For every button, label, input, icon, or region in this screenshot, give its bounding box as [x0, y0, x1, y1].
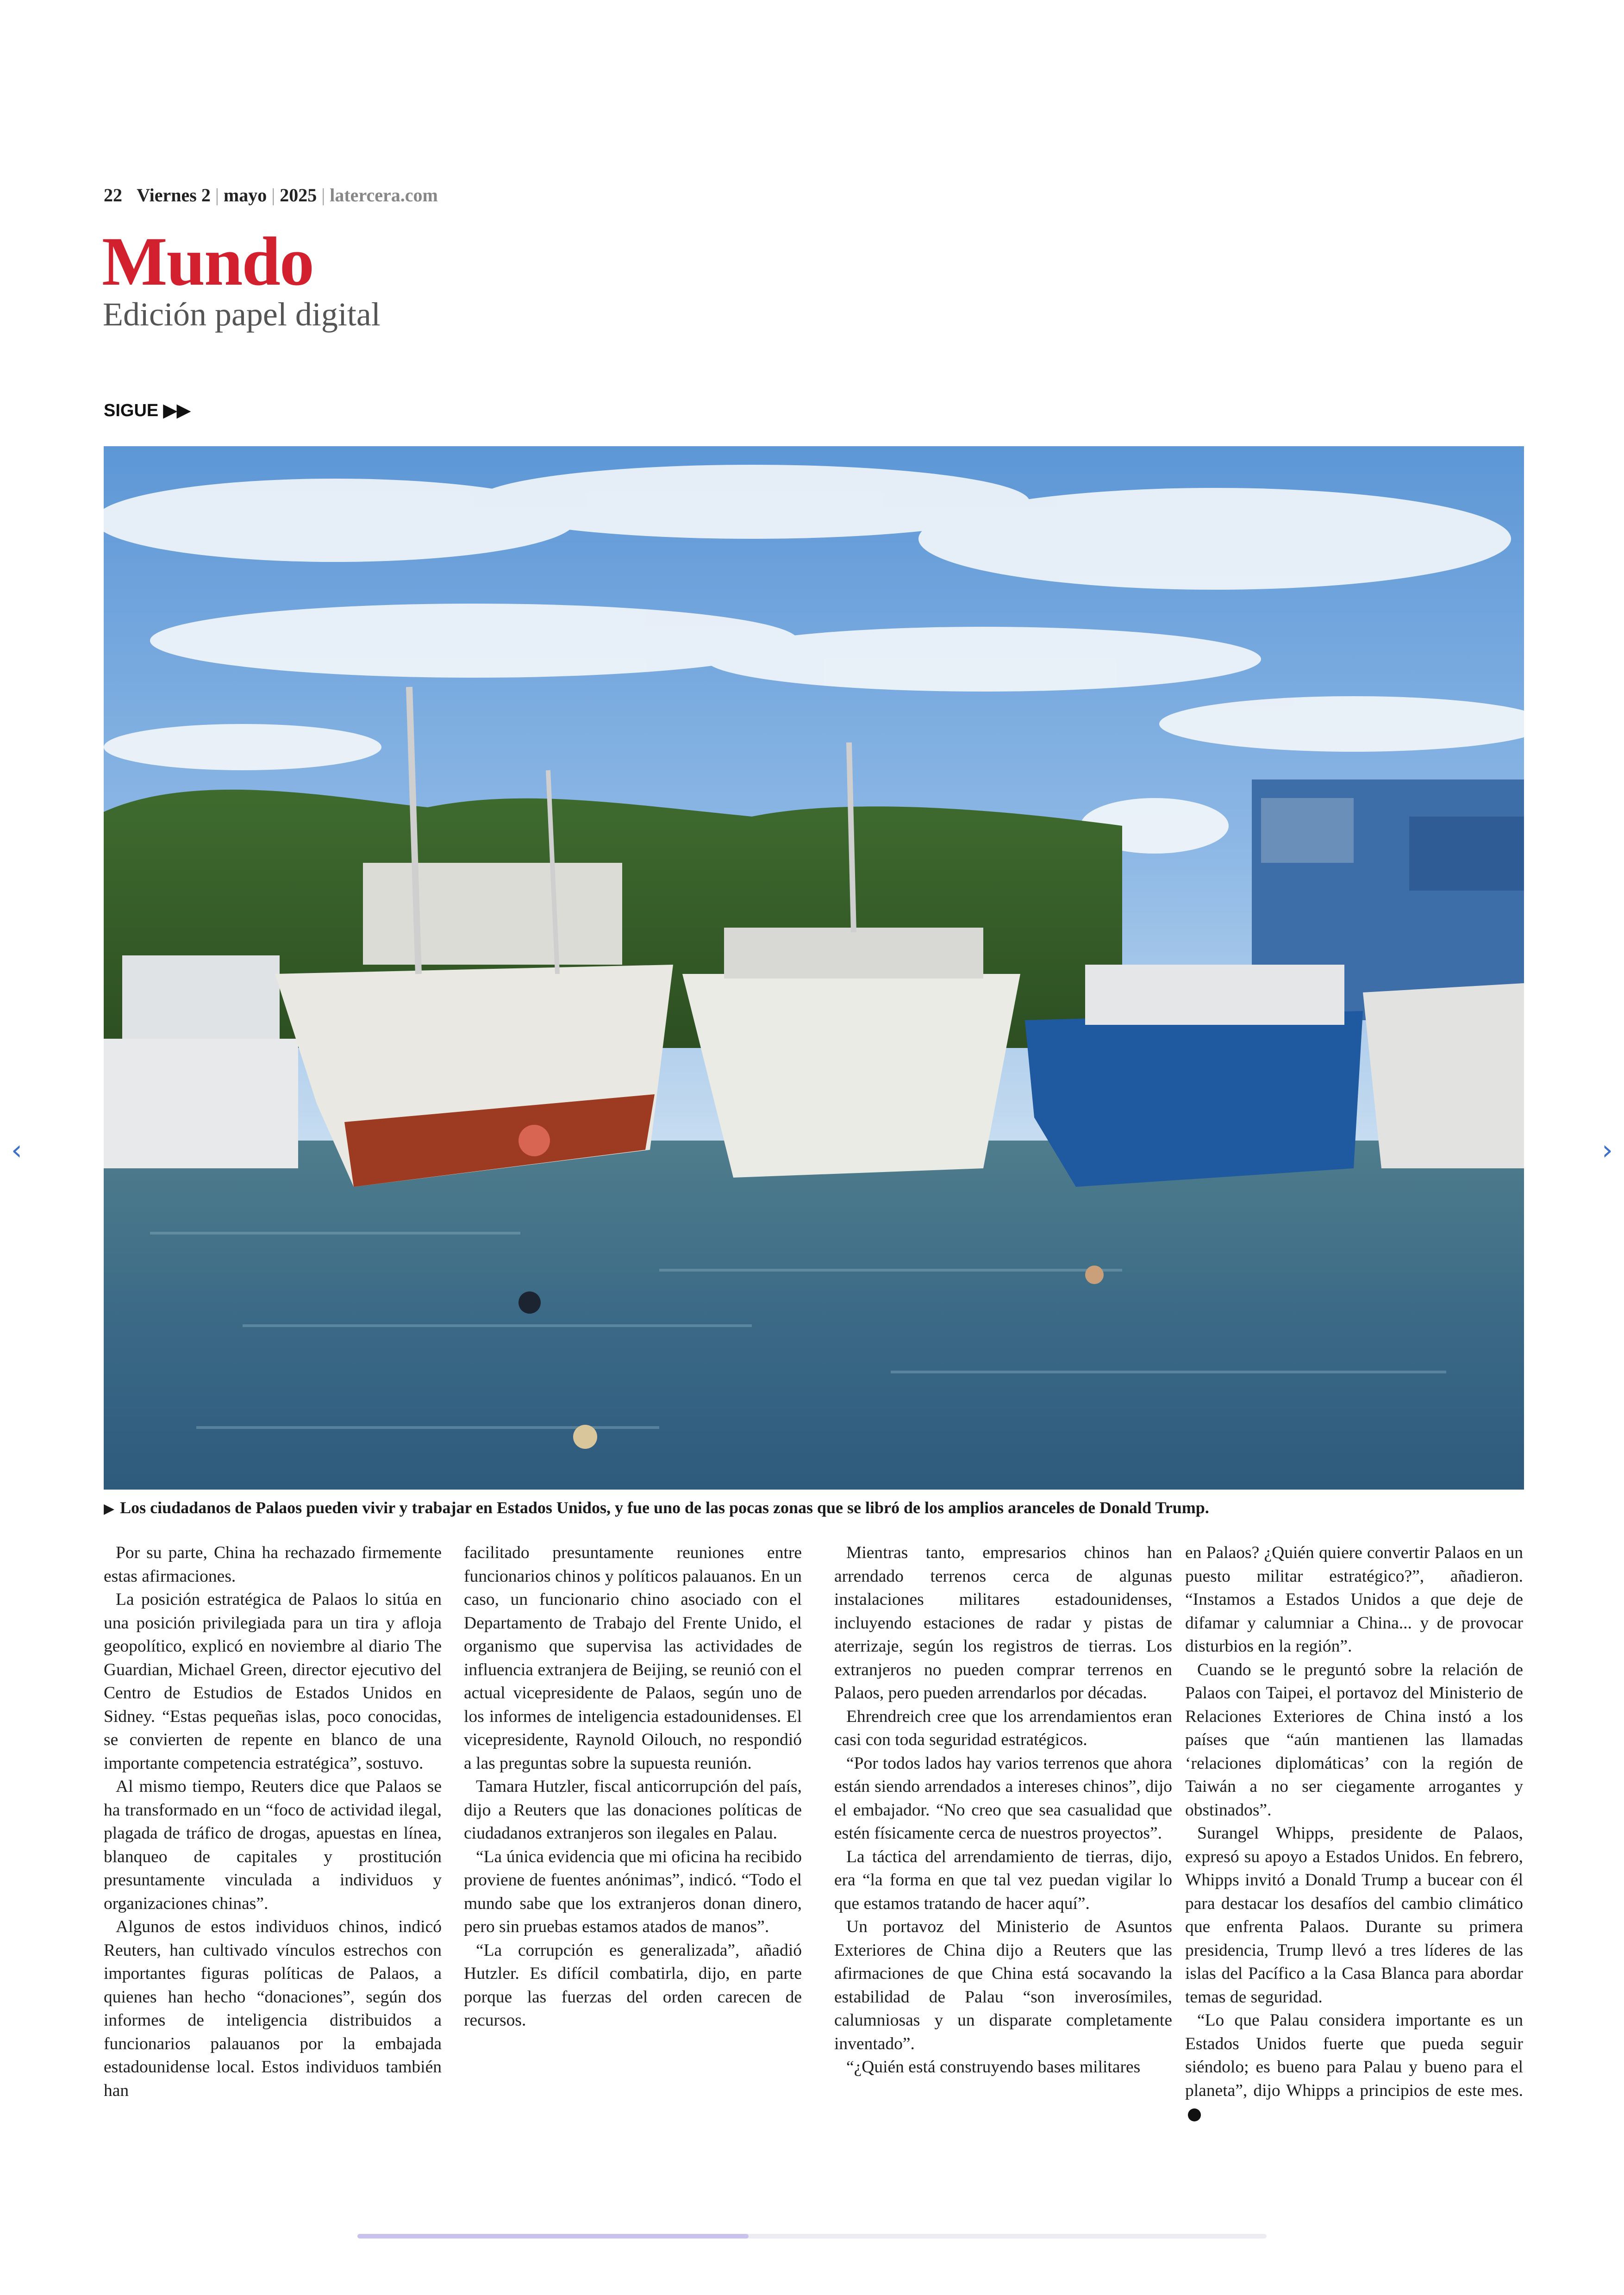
caption-triangle-icon: ▶ [104, 1501, 115, 1517]
paragraph: facilitado presuntamente reuniones entre funcionarios chinos y políticos palauanos. En un caso, un funcionario chino asociado con el Departamento de Trabajo del Frente Unido, el organismo que supervisa las actividades de influencia extranjera de Beijing, se reunió con el actual vicepresidente de Palaos, según uno de los informes de inteligencia estadounidenses. El vicepresidente, Raynold Oilouch, no respondió a las preguntas sobre la supuesta reunión. [464, 1543, 802, 1773]
issue-weekday: Viernes 2 [137, 185, 211, 206]
paragraph: Ehrendreich cree que los arrendamientos eran casi con toda seguridad estratégicos. [834, 1707, 1172, 1749]
harbor-fishing-boats-photo [104, 446, 1524, 1490]
paragraph: Por su parte, China ha rechazado firmemente estas afirmaciones. [104, 1543, 442, 1586]
site-link[interactable]: latercera.com [330, 185, 438, 206]
header-separator: | [271, 185, 275, 206]
end-of-article-icon [1188, 2108, 1201, 2121]
paragraph: Tamara Hutzler, fiscal anticorrupción del país, dijo a Reuters que las donaciones políticas de ciudadanos extranjeros son ilegales en Palau. [464, 1777, 802, 1843]
article-column-4 [1185, 1541, 1523, 2126]
article-column-1 [104, 1541, 442, 2102]
paragraph-final [1185, 2009, 1523, 2126]
paragraph: Algunos de estos individuos chinos, indicó Reuters, han cultivado vínculos estrechos con importantes figuras políticas de Palaos, a quienes han hecho “donaciones”, según dos informes de inteligencia distribuidos a funcionarios palauanos por la embajada estadounidense local. Estos individuos también han [104, 1917, 442, 2100]
article-column-2 [464, 1541, 802, 2033]
reading-progress-bar[interactable] [357, 2234, 1267, 2239]
paragraph: “La corrupción es generalizada”, añadió Hutzler. Es difícil combatirla, dijo, en parte porque las fuerzas del orden carecen de recursos. [464, 1940, 802, 2030]
final-paragraph-text: “Lo que Palau considera importante es un Estados Unidos fuerte que pueda seguir siéndolo; es bueno para Palau y bueno para el planeta”, dijo Whipps a principios de este mes. [1185, 2011, 1523, 2100]
paragraph: “¿Quién está construyendo bases militares [846, 2058, 1141, 2077]
caption-text: Los ciudadanos de Palaos pueden vivir y trabajar en Estados Unidos, y fue uno de las pocas zonas que se libró de los amplios aranceles de Donald Trump. [120, 1498, 1209, 1517]
paragraph: La táctica del arrendamiento de tierras, dijo, era “la forma en que tal vez puedan vigilar lo que estamos tratando de hacer aquí”. [834, 1847, 1172, 1913]
section-subtitle: Edición papel digital [103, 296, 381, 333]
issue-year: 2025 [280, 185, 317, 206]
paragraph: “La única evidencia que mi oficina ha recibido proviene de fuentes anónimas”, indicó. “Todo el mundo sabe que los extranjeros donan dinero, pero sin pruebas estamos atados de manos”. [464, 1847, 802, 1936]
paragraph: Cuando se le preguntó sobre la relación de Palaos con Taipei, el portavoz del Ministerio de Relaciones Exteriores de China instó a los países que “aún mantienen las llamadas ‘relaciones diplomáticas’ con la región de Taiwán a no ser ciegamente arrogantes y obstinados”. [1185, 1660, 1523, 1820]
chevron-left-icon[interactable]: ‹ [11, 1134, 22, 1166]
paragraph: La posición estratégica de Palaos lo sitúa en una posición privilegiada para un tira y afloja geopolítico, explicó en noviembre al diario The Guardian, Michael Green, director ejecutivo del Centro de Estudios de Estados Unidos en Sidney. “Estas pequeñas islas, poco conocidas, se convierten de repente en blanco de una importante competencia estratégica”, sostuvo. [104, 1590, 442, 1773]
reading-progress-fill [357, 2234, 749, 2239]
paragraph: Un portavoz del Ministerio de Asuntos Exteriores de China dijo a Reuters que las afirmaciones de que China está socavando la estabilidad de Palau “son inverosímiles, calumniosas y un disparate completamente inventado”. [834, 1917, 1172, 2053]
header-separator: | [215, 185, 219, 206]
photo-caption [104, 1498, 1524, 1517]
article-column-3 [834, 1541, 1172, 2079]
header-separator: | [321, 185, 325, 206]
issue-month: mayo [223, 185, 267, 206]
chevron-right-icon[interactable]: › [1602, 1134, 1613, 1166]
paragraph: en Palaos? ¿Quién quiere convertir Palaos en un puesto militar estratégico?”, añadieron. “Instamos a Estados Unidos a que deje de difamar y calumniar a China... y de provocar disturbios en la región”. [1185, 1543, 1523, 1656]
paragraph: Surangel Whipps, presidente de Palaos, expresó su apoyo a Estados Unidos. En febrero, Whipps invitó a Donald Trump a bucear con él para destacar los desafíos del cambio climático que enfrenta Palaos. Durante su primera presidencia, Trump llevó a tres líderes de las islas del Pacífico a la Casa Blanca para abordar temas de seguridad. [1185, 1824, 1523, 2007]
paragraph: Mientras tanto, empresarios chinos han arrendado terrenos cerca de algunas instalaciones militares estadounidenses, incluyendo estaciones de radar y pistas de aterrizaje, según los registros de tierras. Los extranjeros no pueden comprar terrenos en Palaos, pero pueden arrendarlos por décadas. [834, 1543, 1172, 1703]
paragraph: Al mismo tiempo, Reuters dice que Palaos se ha transformado en un “foco de actividad ilegal, plagada de tráfico de drogas, apuestas en línea, blanqueo de capitales y prostitución presuntamente vinculada a individuos y organizaciones chinas”. [104, 1777, 442, 1913]
issue-header [104, 184, 438, 206]
page-number: 22 [104, 185, 122, 206]
sigue-label: SIGUE ▶▶ [104, 401, 191, 420]
section-title: Mundo [102, 223, 313, 300]
paragraph: “Por todos lados hay varios terrenos que ahora están siendo arrendados a intereses chinos”, dijo el embajador. “No creo que sea casualidad que estén físicamente cerca de nuestros proyectos”. [834, 1753, 1172, 1843]
